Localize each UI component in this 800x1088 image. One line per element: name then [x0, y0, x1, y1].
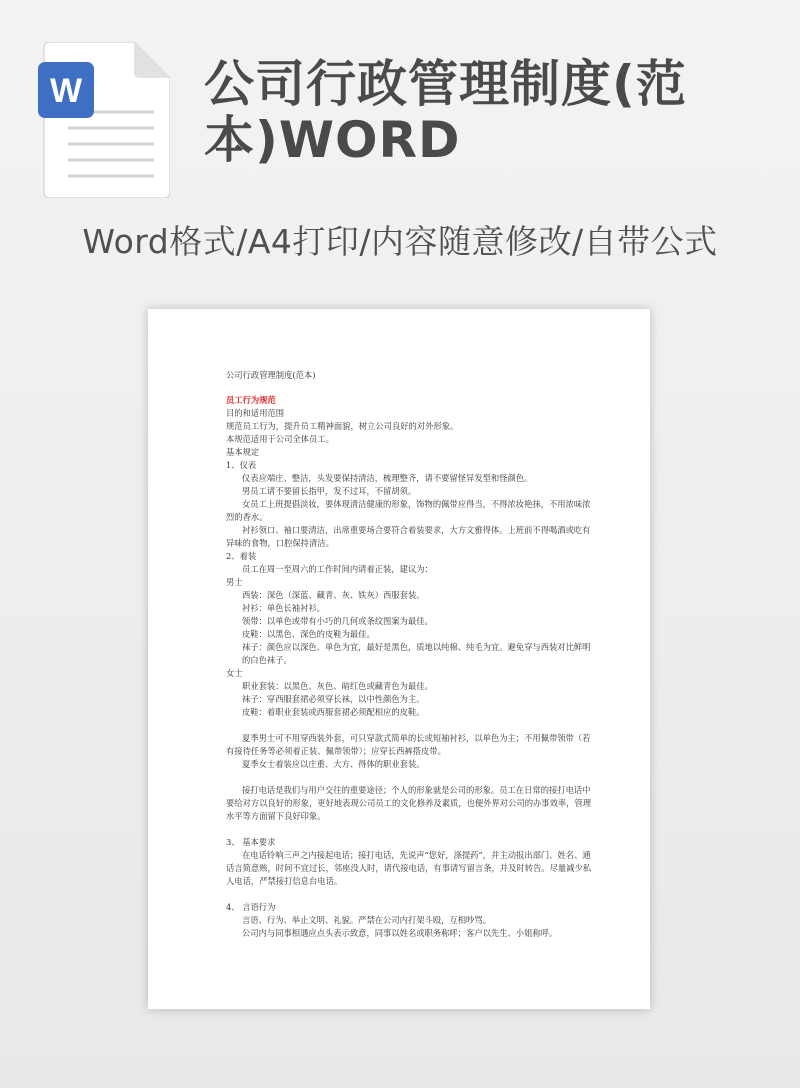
doc-line: 目的和适用范围	[226, 408, 285, 418]
doc-paragraph: 接打电话是我们与用户交往的重要途径；个人的形象就是公司的形象。员工在日常的接打电话中要给对方以良好的形象，更好地表现公司员工的文化修养及素质，也便外界对公司的办事效率，管理水平等方面留下良好印象。	[226, 785, 592, 821]
format-subtitle: Word格式/A4打印/内容随意修改/自带公式	[82, 222, 718, 261]
doc-line: 职业套装：以黑色、灰色、暗红色或藏青色为最佳。	[242, 681, 433, 691]
doc-line: 本规范适用于公司全体员工。	[226, 434, 334, 444]
doc-line: 衬衫：单色长袖衬衫。	[242, 603, 325, 613]
doc-line: 西装：深色（深蓝、藏青、灰、铁灰）西服套装。	[242, 590, 425, 600]
doc-paragraph: 夏季男士可不用穿西装外套，可只穿款式简单的长或短袖衬衫，以单色为主；不用佩带领带（若有接待任务等必须着正装、佩带领带）；应穿长西裤搭皮带。	[226, 733, 591, 756]
doc-line: 规范员工行为，提升员工精神面貌，树立公司良好的对外形象。	[226, 421, 459, 431]
doc-paragraph: 在电话铃响三声之内接起电话；接打电话，先说声“您好，涤提药”，并主动报出部门、姓名、通话言简意赅，时间不宜过长，邻座没人时，请代接电话，有事请写留言条，并及时转告。尽量减少私人电话，严禁接打信息台电话。	[226, 850, 592, 886]
doc-line: 女士	[226, 668, 243, 678]
doc-line: 1、仪表	[226, 460, 257, 470]
doc-line: 男员工请不要留长指甲，发不过耳，不留胡须。	[242, 486, 417, 496]
doc-line: 男士	[226, 577, 243, 587]
doc-line: 袜子：穿西服套裙必须穿长袜，以中性颜色为主。	[242, 694, 425, 704]
document-preview-page	[148, 309, 650, 1009]
section-title: 员工行为规范	[226, 395, 276, 405]
doc-paragraph: 仪表应端庄、整洁，头发要保持清洁，梳理整齐，请不要留怪异发型和怪颜色。	[242, 473, 533, 483]
doc-paragraph: 衬衫领口、袖口要清洁，出席重要场合要符合着装要求，大方文雅得体。上班前不得喝酒或吃有异味的食物，口腔保持清洁。	[226, 525, 591, 548]
doc-line: 皮鞋：以黑色、深色的皮鞋为最佳。	[242, 629, 375, 639]
doc-line: 4、 言语行为	[226, 902, 276, 912]
doc-line: 皮鞋：着职业套装或西服套裙必须配相应的皮鞋。	[242, 707, 425, 717]
doc-line: 夏季女士着装应以庄重、大方、得体的职业套装。	[242, 759, 425, 769]
doc-paragraph: 公司内与同事相遇应点头表示致意，同事以姓名或职务称呼；客户以先生、小姐称呼。	[242, 928, 558, 938]
doc-paragraph: 袜子：颜色应以深色、单色为宜，最好是黑色，质地以纯棉、纯毛为宜。避免穿与西装对比鲜明的白色袜子。	[242, 642, 591, 665]
document-heading: 公司行政管理制度(范本)	[226, 370, 316, 380]
doc-line: 领带：以单色或带有小巧的几何或条纹图案为最佳。	[242, 616, 433, 626]
doc-line: 员工在周一至周六的工作时间内请着正装，建议为：	[242, 564, 433, 574]
document-body	[226, 369, 596, 940]
word-icon-letter: W	[49, 72, 83, 110]
doc-line: 2、着装	[226, 551, 257, 561]
doc-paragraph: 女员工上班提倡淡妆，要体现清洁健康的形象，饰物的佩带应得当，不得浓妆艳抹，不用浓味浓烈的香水。	[226, 499, 591, 522]
word-document-icon	[38, 42, 170, 198]
page-title: 公司行政管理制度(范本)WORD	[204, 55, 687, 169]
doc-line: 基本规定	[226, 447, 260, 457]
doc-line: 3、 基本要求	[226, 837, 276, 847]
doc-line: 言语、行为、举止文明、礼貌。严禁在公司内打架斗殴，互相吵骂。	[242, 915, 491, 925]
